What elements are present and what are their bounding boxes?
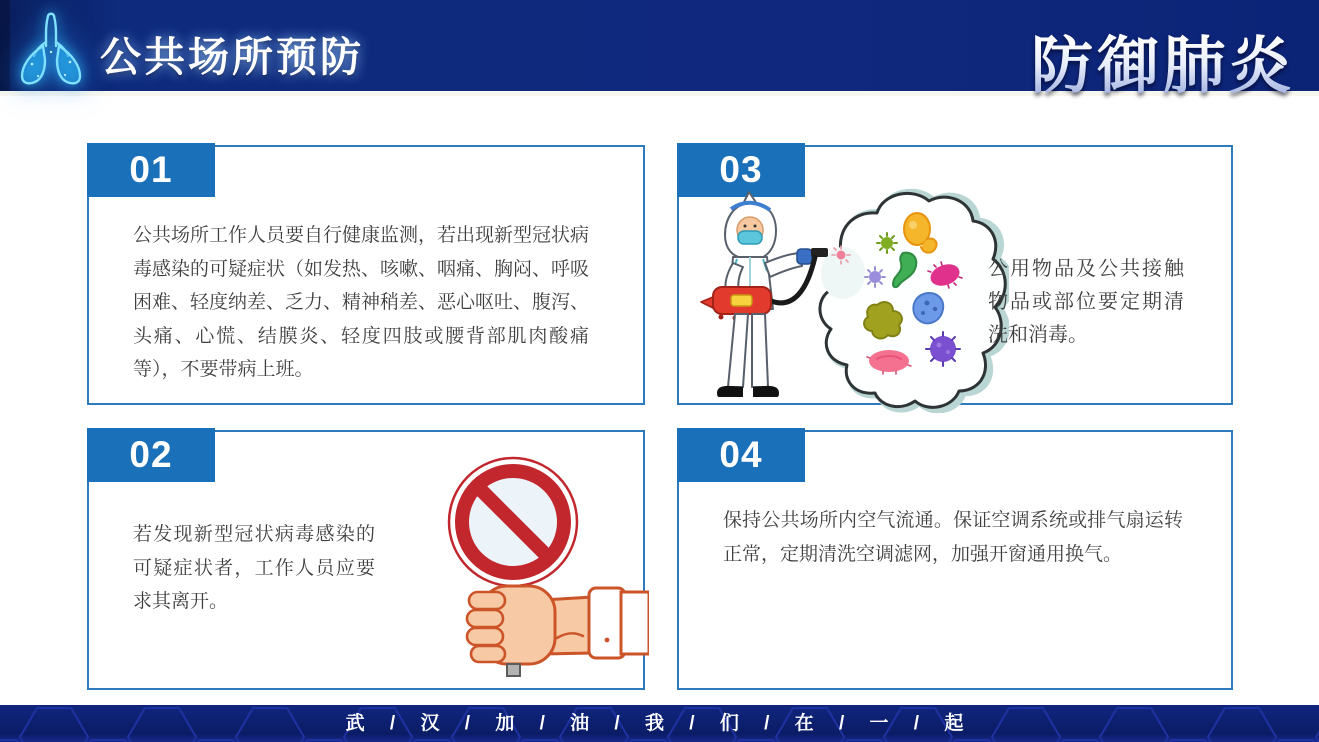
page-title: 公共场所预防: [100, 34, 364, 80]
lung-xray-icon: [10, 8, 92, 90]
card-03: [677, 145, 1233, 405]
footer-bar: [0, 705, 1319, 742]
prohibition-sign-in-hand-icon: [417, 440, 649, 688]
card-01-text: 公共场所工作人员要自行健康监测，若出现新型冠状病毒感染的可疑症状（如发热、咳嗽、咽痛、胸闷、呼吸困难、轻度纳差、乏力、精神稍差、恶心呕吐、腹泻、头痛、心慌、结膜炎、轻度四肢或腰背部肌肉酸痛等），不要带病上班。: [133, 225, 590, 380]
card-04: [677, 430, 1233, 690]
card-02: [87, 430, 645, 690]
header-bar: [0, 0, 1319, 101]
card-03-text: 公用物品及公共接触物品或部位要定期清洗和消毒。: [988, 258, 1184, 346]
card-03-number-badge: 03: [677, 143, 805, 197]
card-04-number-badge: 04: [677, 428, 805, 482]
card-04-text: 保持公共场所内空气流通。保证空调系统或排气扇运转正常，定期清洗空调滤网，加强开窗通用换气。: [723, 510, 1183, 565]
footer-slogan: 武 / 汉 / 加 / 油 / 我 / 们 / 在 / 一 / 起: [345, 713, 974, 734]
card-01: [87, 145, 645, 405]
card-02-text: 若发现新型冠状病毒感染的可疑症状者，工作人员应要求其离开。: [133, 524, 375, 612]
brand-title: 防御肺炎: [1031, 16, 1295, 105]
card-02-number-badge: 02: [87, 428, 215, 482]
disinfection-sprayer-germ-cloud-icon: [691, 187, 1009, 413]
card-01-number-badge: 01: [87, 143, 215, 197]
